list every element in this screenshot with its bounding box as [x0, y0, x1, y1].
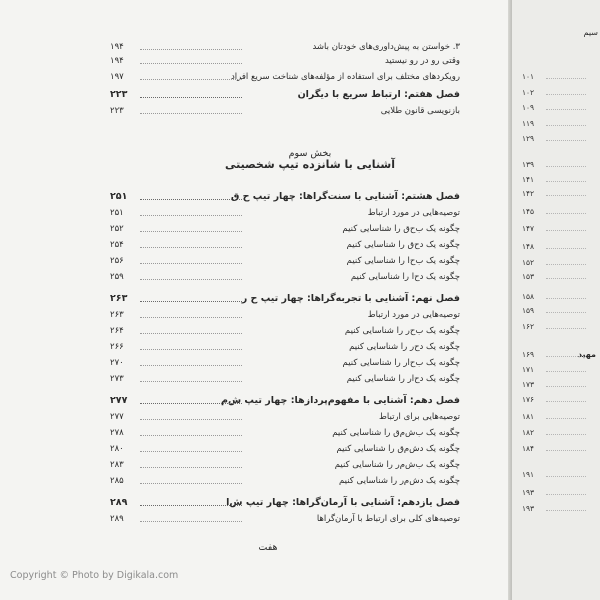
toc-entry-row — [0, 308, 512, 322]
right-page-dot-leader — [546, 488, 586, 495]
toc-dot-leader — [140, 410, 242, 420]
right-page-number: ۱۱۹ — [522, 119, 535, 128]
right-page-dot-leader — [546, 88, 586, 95]
toc-dot-leader — [140, 474, 242, 484]
toc-entry-title: چگونه یک ب‌ح‌ار را شناسایی کنیم — [342, 358, 460, 368]
toc-entry-title: چگونه یک ب‌ح‌ا را شناسایی کنیم — [346, 256, 460, 266]
toc-dot-leader — [140, 442, 242, 452]
toc-page-number: ۲۶۴ — [110, 326, 124, 336]
toc-entry-title: توصیه‌هایی در مورد ارتباط — [367, 310, 460, 320]
right-page-dot-leader — [546, 428, 586, 435]
right-page-dot-leader — [546, 224, 586, 231]
toc-entry-row — [0, 340, 512, 354]
right-page-heading-2: مهید — [577, 350, 596, 359]
toc-dot-leader — [140, 458, 242, 468]
right-page-number: ۱۵۹ — [522, 306, 535, 315]
toc-entry-title: توصیه‌هایی برای ارتباط — [379, 412, 460, 422]
toc-entry-title: فصل هفتم: ارتباط سریع با دیگران — [297, 89, 460, 100]
right-page-dot-leader — [546, 189, 586, 196]
right-page-dot-leader — [546, 258, 586, 265]
toc-entry-row — [0, 324, 512, 338]
toc-entry-row — [0, 40, 512, 54]
toc-entry-row — [0, 206, 512, 220]
toc-page-number: ۲۵۱ — [110, 208, 124, 218]
right-page-dot-leader — [546, 103, 586, 110]
right-page-dot-leader — [546, 365, 586, 372]
toc-entry-title: فصل یازدهم: آشنایی با آرمان‌گراها: چهار تیپ ش‌ا — [226, 497, 460, 508]
right-page-number: ۱۵۳ — [522, 272, 535, 281]
right-page-dot-leader — [546, 175, 586, 182]
section-subtitle: آشنایی با شانزده تیپ شخصیتی — [224, 158, 396, 171]
toc-chapter-row — [0, 88, 512, 102]
toc-entry-title: توصیه‌های کلی برای ارتباط با آرمان‌گراها — [316, 514, 460, 524]
right-page-number: ۱۲۹ — [522, 134, 535, 143]
right-page-dot-leader — [546, 306, 586, 313]
right-page-dot-leader — [546, 412, 586, 419]
toc-page-number: ۲۲۳ — [110, 89, 128, 100]
toc-dot-leader — [140, 40, 242, 50]
toc-entry-row — [0, 474, 512, 488]
toc-entry-title: چگونه یک د‌ش‌م‌ر را شناسایی کنیم — [338, 476, 460, 486]
section-title: بخش سوم — [288, 148, 332, 159]
right-page-number: ۱۴۷ — [522, 224, 535, 233]
toc-page-number: ۲۷۸ — [110, 428, 124, 438]
right-page-number: ۱۹۳ — [522, 488, 535, 497]
toc-dot-leader — [140, 70, 242, 80]
toc-entry-row — [0, 104, 512, 118]
right-page-dot-leader — [546, 119, 586, 126]
right-page-dot-leader — [546, 160, 586, 167]
toc-entry-title: فصل نهم: آشنایی با تجربه‌گراها: چهار تیپ ح ر — [241, 293, 460, 304]
toc-chapter-row — [0, 496, 512, 510]
toc-page-number: ۲۵۲ — [110, 224, 124, 234]
toc-entry-row — [0, 54, 512, 68]
right-page-number: ۱۸۴ — [522, 444, 535, 453]
toc-page-number: ۲۷۰ — [110, 358, 124, 368]
right-page-number: ۱۷۳ — [522, 380, 535, 389]
right-page-number: ۱۹۳ — [522, 504, 535, 513]
right-page-number: ۱۸۲ — [522, 428, 535, 437]
right-page-number: ۱۵۸ — [522, 292, 535, 301]
toc-dot-leader — [140, 308, 242, 318]
toc-dot-leader — [140, 356, 242, 366]
right-page-number: ۱۸۱ — [522, 412, 535, 421]
toc-dot-leader — [140, 496, 242, 506]
toc-entry-row — [0, 442, 512, 456]
toc-page-number: ۲۶۶ — [110, 342, 124, 352]
toc-chapter-row — [0, 292, 512, 306]
toc-chapter-row — [0, 394, 512, 408]
toc-page-number: ۲۵۴ — [110, 240, 124, 250]
toc-entry-title: رویکردهای مختلف برای استفاده از مؤلفه‌های شناخت سریع افراد — [231, 72, 460, 82]
right-page-number: ۱۶۲ — [522, 322, 535, 331]
right-page-number: ۱۷۱ — [522, 365, 535, 374]
toc-entry-title: چگونه یک د‌ش‌م‌ق را شناسایی کنیم — [336, 444, 460, 454]
toc-entry-title: چگونه یک ب‌ح‌ق را شناسایی کنیم — [342, 224, 460, 234]
toc-dot-leader — [140, 270, 242, 280]
toc-page-number: ۲۶۳ — [110, 293, 128, 304]
toc-entry-row — [0, 222, 512, 236]
toc-entry-row — [0, 356, 512, 370]
toc-entry-title: چگونه یک ب‌ش‌م‌ق را شناسایی کنیم — [332, 428, 460, 438]
right-page-number: ۱۷۶ — [522, 395, 535, 404]
toc-dot-leader — [140, 340, 242, 350]
toc-page-number: ۱۹۴ — [110, 42, 124, 52]
right-page-dot-leader — [546, 470, 586, 477]
page-number: هفت — [258, 542, 278, 553]
right-page-number: ۱۰۹ — [522, 103, 535, 112]
right-page-dot-leader — [546, 272, 586, 279]
toc-entry-row — [0, 410, 512, 424]
toc-dot-leader — [140, 254, 242, 264]
toc-page-number: ۲۸۹ — [110, 497, 128, 508]
right-page-dot-leader — [546, 395, 586, 402]
right-page-dot-leader — [546, 380, 586, 387]
toc-dot-leader — [140, 88, 242, 98]
toc-entry-title: چگونه یک ب‌ش‌م‌ر را شناسایی کنیم — [334, 460, 460, 470]
toc-page-number: ۱۹۷ — [110, 72, 124, 82]
toc-page-number: ۲۲۳ — [110, 106, 124, 116]
toc-page-number: ۲۸۰ — [110, 444, 124, 454]
right-page-number: ۱۴۸ — [522, 242, 535, 251]
right-page-number: ۱۳۹ — [522, 160, 535, 169]
toc-dot-leader — [140, 324, 242, 334]
toc-entry-title: چگونه یک د‌ح‌ر را شناسایی کنیم — [349, 342, 460, 352]
right-page-dot-leader — [546, 242, 586, 249]
toc-entry-row — [0, 426, 512, 440]
toc-entry-row — [0, 512, 512, 526]
toc-dot-leader — [140, 292, 242, 302]
right-page-number: ۱۴۲ — [522, 189, 535, 198]
right-page-dot-leader — [546, 444, 586, 451]
toc-page-number: ۲۶۳ — [110, 310, 124, 320]
toc-page-number: ۱۹۴ — [110, 56, 124, 66]
toc-page-number: ۲۷۷ — [110, 395, 128, 406]
right-page-dot-leader — [546, 292, 586, 299]
toc-dot-leader — [140, 222, 242, 232]
toc-entry-row — [0, 254, 512, 268]
toc-entry-title: چگونه یک د‌ح‌ار را شناسایی کنیم — [346, 374, 460, 384]
right-page-number: ۱۹۱ — [522, 470, 535, 479]
toc-dot-leader — [140, 190, 242, 200]
toc-page-number: ۲۸۵ — [110, 476, 124, 486]
right-page-number: ۱۰۲ — [522, 88, 535, 97]
right-page-number: ۱۰۱ — [522, 72, 535, 81]
toc-entry-title: چگونه یک د‌ح‌ا را شناسایی کنیم — [350, 272, 460, 282]
right-page-dot-leader — [546, 134, 586, 141]
right-page-number: ۱۴۵ — [522, 207, 535, 216]
right-page-number: ۱۵۲ — [522, 258, 535, 267]
toc-entry-title: وقتی رو در رو نیستید — [384, 56, 460, 66]
toc-dot-leader — [140, 426, 242, 436]
toc-entry-row — [0, 372, 512, 386]
toc-entry-row — [0, 238, 512, 252]
toc-entry-title: ۳. خواستن به پیش‌داوری‌های خودتان باشد — [312, 42, 460, 52]
toc-chapter-row — [0, 190, 512, 204]
toc-page-number: ۲۵۹ — [110, 272, 124, 282]
toc-entry-row — [0, 458, 512, 472]
watermark-text: Copyright © Photo by Digikala.com — [10, 570, 179, 581]
toc-page-number: ۲۵۶ — [110, 256, 124, 266]
right-page-heading: سیم — [583, 28, 598, 37]
toc-dot-leader — [140, 206, 242, 216]
toc-dot-leader — [140, 54, 242, 64]
toc-dot-leader — [140, 512, 242, 522]
toc-dot-leader — [140, 238, 242, 248]
right-page-number: ۱۴۱ — [522, 175, 535, 184]
right-page-dot-leader — [546, 322, 586, 329]
toc-entry-title: بازنویسی قانون طلایی — [380, 106, 460, 116]
toc-entry-title: توصیه‌هایی در مورد ارتباط — [367, 208, 460, 218]
toc-page-number: ۲۸۳ — [110, 460, 124, 470]
right-page-number: ۱۶۹ — [522, 350, 535, 359]
toc-entry-title: فصل هشتم: آشنایی با سنت‌گراها: چهار تیپ ح ق — [230, 191, 460, 202]
toc-page-number: ۲۵۱ — [110, 191, 128, 202]
toc-entry-title: چگونه یک ب‌ح‌ر را شناسایی کنیم — [344, 326, 460, 336]
toc-dot-leader — [140, 394, 242, 404]
toc-dot-leader — [140, 372, 242, 382]
right-page-dot-leader — [546, 350, 586, 357]
right-page-dot-leader — [546, 504, 586, 511]
right-page-dot-leader — [546, 72, 586, 79]
right-page-dot-leader — [546, 207, 586, 214]
toc-entry-row — [0, 70, 512, 84]
toc-page-number: ۲۷۳ — [110, 374, 124, 384]
toc-entry-title: فصل دهم: آشنایی با مفهوم‌پردازها: چهار تیپ ش‌م — [221, 395, 460, 406]
toc-page-number: ۲۸۹ — [110, 514, 124, 524]
toc-dot-leader — [140, 104, 242, 114]
toc-page-number: ۲۷۷ — [110, 412, 124, 422]
toc-entry-row — [0, 270, 512, 284]
toc-entry-title: چگونه یک د‌ح‌ق را شناسایی کنیم — [346, 240, 460, 250]
